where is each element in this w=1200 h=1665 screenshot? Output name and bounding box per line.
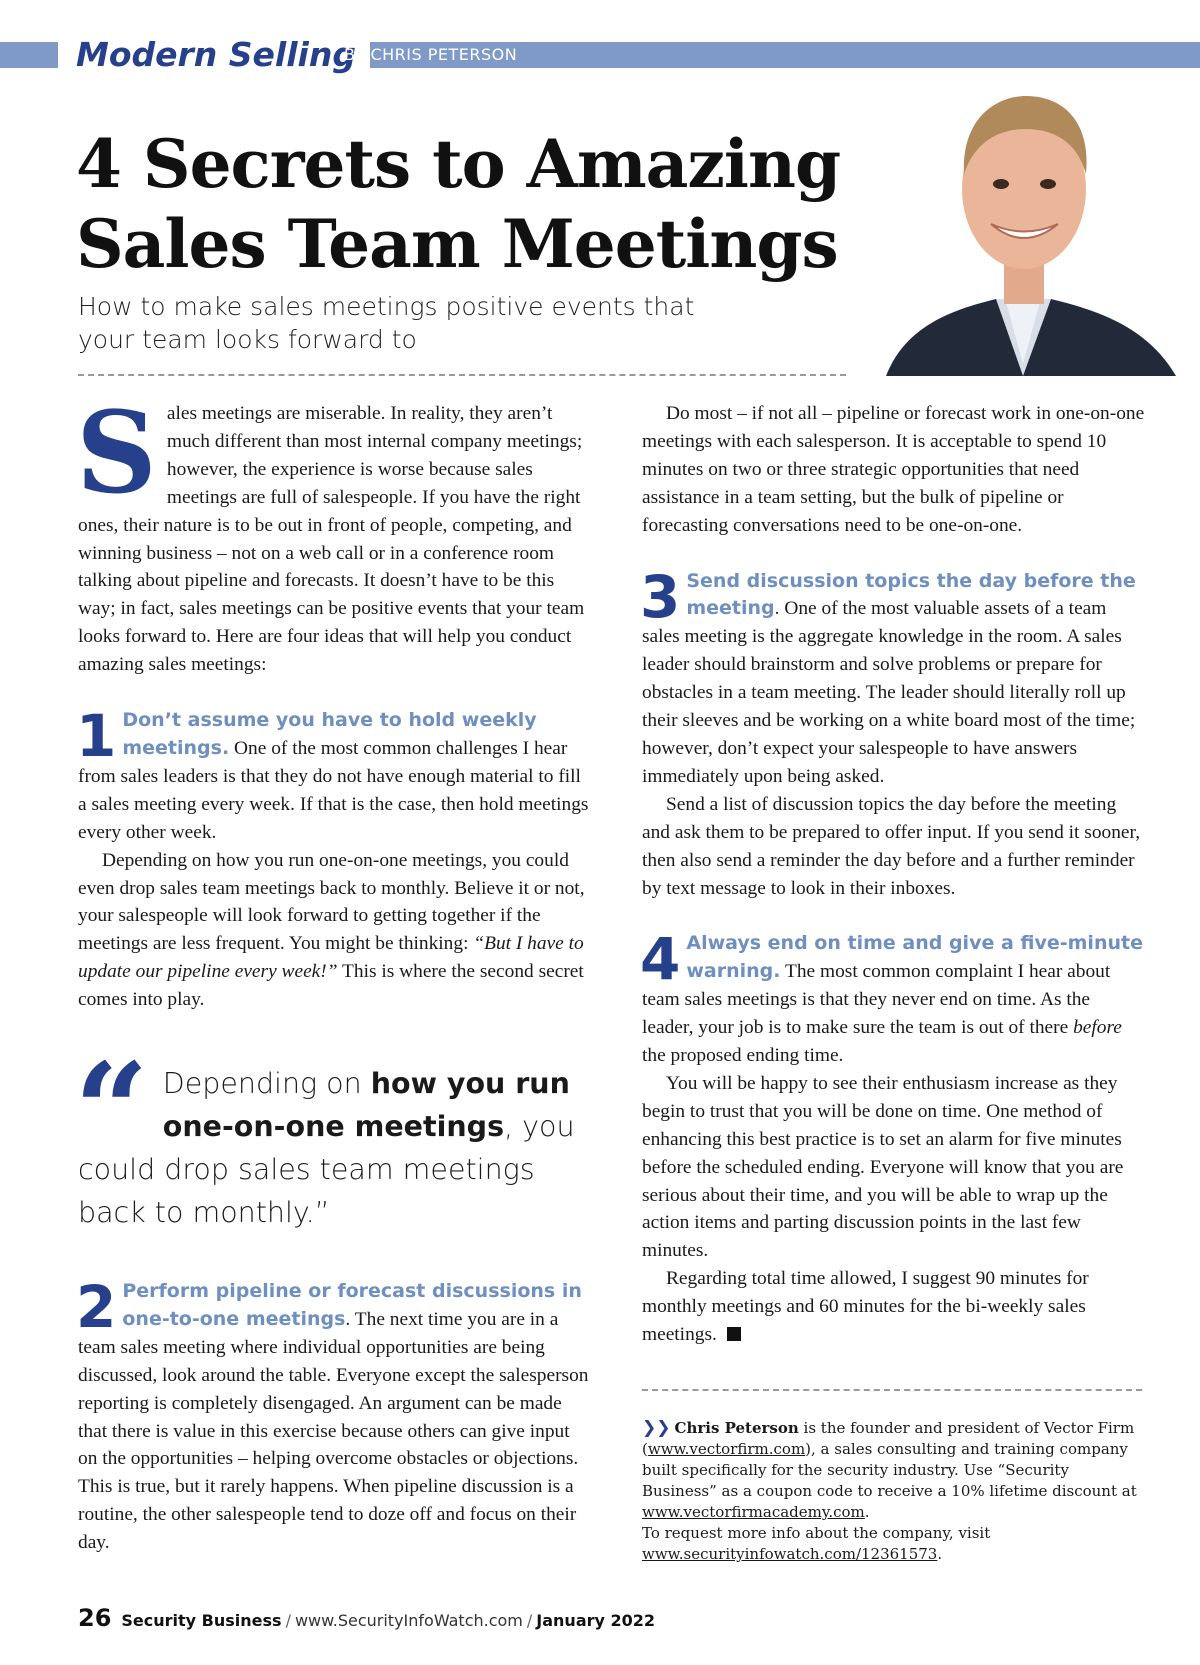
column-right bbox=[642, 400, 1146, 1349]
magazine-name: Security Business bbox=[121, 1611, 282, 1630]
secret-1-paragraph bbox=[76, 702, 590, 847]
page-number: 26 bbox=[78, 1604, 112, 1632]
intro-paragraph bbox=[76, 388, 590, 679]
end-mark-icon bbox=[727, 1327, 741, 1341]
deck-line-2: your team looks forward to bbox=[78, 325, 417, 354]
secret-1-title: Don’t assume you have to hold weekly meetings. bbox=[122, 709, 537, 759]
secret-2-number: 2 bbox=[76, 1273, 117, 1342]
bio-divider bbox=[642, 1389, 1142, 1391]
secret-1-number: 1 bbox=[76, 702, 117, 771]
secret-3-title: Send discussion topics the day before the meeting bbox=[686, 569, 1136, 620]
quote-mark-icon: “ bbox=[74, 1034, 149, 1188]
header-band-left bbox=[0, 42, 58, 68]
section-title: Modern Selling bbox=[76, 34, 370, 76]
issue-date: January 2022 bbox=[536, 1611, 656, 1630]
column-left bbox=[74, 388, 590, 1557]
author-portrait bbox=[846, 74, 1200, 376]
drop-cap: S bbox=[76, 388, 157, 519]
bio-name: Chris Peterson bbox=[674, 1419, 799, 1437]
author-bio: ❯❯ Chris Peterson is the founder and president of Vector Firm (www.vectorfirm.com), a sales consulting and training company built specifically for the security industry. Use “Security Business” as a coupon code to receive a 10% lifetime discount at www.vectorfirmacademy.com. To request more info about the company, visit www.securityinfowatch.com/12361573. bbox=[642, 1418, 1137, 1563]
secret-4-text: The most common complaint I hear about team sales meetings is that they never end on time. As the leader, your job is to make sure the team is out of there bbox=[642, 961, 1111, 1039]
link-securityinfowatch[interactable]: www.securityinfowatch.com/12361573 bbox=[642, 1545, 938, 1563]
headline-line-1: 4 Secrets to Amazing bbox=[76, 125, 841, 203]
link-vectorfirmacademy[interactable]: www.vectorfirmacademy.com bbox=[642, 1503, 865, 1521]
secret-4-title: Always end on time and give a five-minute warning. bbox=[686, 932, 1143, 983]
secret-2-paragraph-2: Do most – if not all – pipeline or forecast work in one-on-one meetings with each salesperson. It is acceptable to spend 10 minutes on two or three strategic opportunities that need assistance in a team setting, but the bulk of pipeline or forecasting conversations need to be one-on-one. bbox=[642, 403, 1145, 536]
page-footer: 26 Security Business / www.SecurityInfoWatch.com / January 2022 bbox=[78, 1604, 656, 1632]
deck-line-1: How to make sales meetings positive events that bbox=[78, 292, 695, 321]
link-vectorfirm[interactable]: www.vectorfirm.com bbox=[647, 1440, 806, 1458]
secret-1-text: One of the most common challenges I hear from sales leaders is that they do not have enough material to fill a sales meeting every week. If that is the case, then hold meetings every other week. bbox=[78, 737, 589, 843]
footer-website: www.SecurityInfoWatch.com bbox=[294, 1611, 523, 1630]
secret-4-paragraph-3: Regarding total time allowed, I suggest 90 minutes for monthly meetings and 60 minutes for the bi-weekly sales meetings. bbox=[642, 1268, 1089, 1346]
intro-text: ales meetings are miserable. In reality, they aren’t much different than most internal company meetings; however, the experience is worse because sales meetings are full of salespeople. If you have the right ones, their nature is to be out in front of people, competing, and winning business – not on a web call or in a conference room talking about pipeline and forecasts. It doesn’t have to be this way; in fact, sales meetings can be positive events that your team looks forward to. Here are four ideas that will help you conduct amazing sales meetings: bbox=[78, 403, 585, 676]
secret-2-text: The next time you are in a team sales meeting where individual opportunities are being discussed, look around the table. Everyone except the salesperson reporting is completely disengaged. An argument can be made that there is value in this exercise because others can give input on the opportunities – helping overcome obstacles or objections. This is true, but it rarely happens. When pipeline discussion is a routine, the other salespeople tend to doze off and focus on their day. bbox=[78, 1308, 589, 1554]
headline bbox=[76, 124, 906, 284]
secret-1-paragraph-2: Depending on how you run one-on-one meetings, you could even drop sales team meetings back to monthly. Believe it or not, your salespeople will look forward to getting together if the meetings are less frequent. You might be thinking: “But I have to update our pipeline every week!” This is where the second secret comes into play. bbox=[78, 849, 585, 1011]
secret-4-paragraph-2: You will be happy to see their enthusiasm increase as they begin to trust that you will be done on time. One method of enhancing this best practice is to set an alarm for five minutes before the scheduled ending. Everyone will know that you are serious about their time, and you will be able to wrap up the action items and parting discussion points in the last few minutes. bbox=[642, 1072, 1124, 1262]
secret-3-paragraph-2: Send a list of discussion topics the day before the meeting and ask them to be prepared to offer input. If you send it sooner, then also send a reminder the day before and a further reminder by text message to look in their inboxes. bbox=[642, 793, 1141, 899]
secret-4-paragraph: 4 Always end on time and give a five-minute warning. The most common complaint I hear about team sales meetings is that they never end on time. As the leader, your job is to make sure the team is out of there before the proposed ending time. bbox=[640, 925, 1143, 1067]
secret-3-text: One of the most valuable assets of a team sales meeting is the aggregate knowledge in the room. A sales leader should brainstorm and solve problems or prepare for obstacles in a team meeting. The leader should literally roll up their sleeves and be working on a white board most of the time; however, don’t expect your salespeople to have answers immediately upon being asked. bbox=[642, 598, 1136, 787]
secret-3-number: 3 bbox=[640, 562, 681, 631]
secret-2-title: Perform pipeline or forecast discussions in one-to-one meetings bbox=[122, 1280, 582, 1330]
pull-quote: “ Depending on how you run one-on-one meetings, you could drop sales team meetings back to monthly.” bbox=[74, 1034, 575, 1230]
secret-4-number: 4 bbox=[640, 925, 681, 994]
secret-3-paragraph: 3 Send discussion topics the day before the meeting. One of the most valuable assets of a team sales meeting is the aggregate knowledge in the room. A sales leader should brainstorm and solve problems or prepare for obstacles in a team meeting. The leader should literally roll up their sleeves and be working on a white board most of the time; however, don’t expect your salespeople to have answers immediately upon being asked. bbox=[640, 562, 1136, 787]
header-divider bbox=[78, 374, 846, 376]
double-chevron-icon: ❯❯ bbox=[642, 1418, 671, 1438]
byline: BY CHRIS PETERSON bbox=[344, 45, 518, 64]
deck bbox=[78, 290, 718, 356]
secret-2-paragraph: 2 Perform pipeline or forecast discussions in one-to-one meetings. The next time you are in a team sales meeting where individual opportunities are being discussed, look around the table. Everyone except the salesperson reporting is completely disengaged. An argument can be made that there is value in this exercise because others can give input on the opportunities – helping overcome obstacles or objections. This is true, but it rarely happens. When pipeline discussion is a routine, the other salespeople tend to doze off and focus on their day. bbox=[76, 1273, 589, 1554]
headline-line-2: Sales Team Meetings bbox=[76, 205, 838, 283]
